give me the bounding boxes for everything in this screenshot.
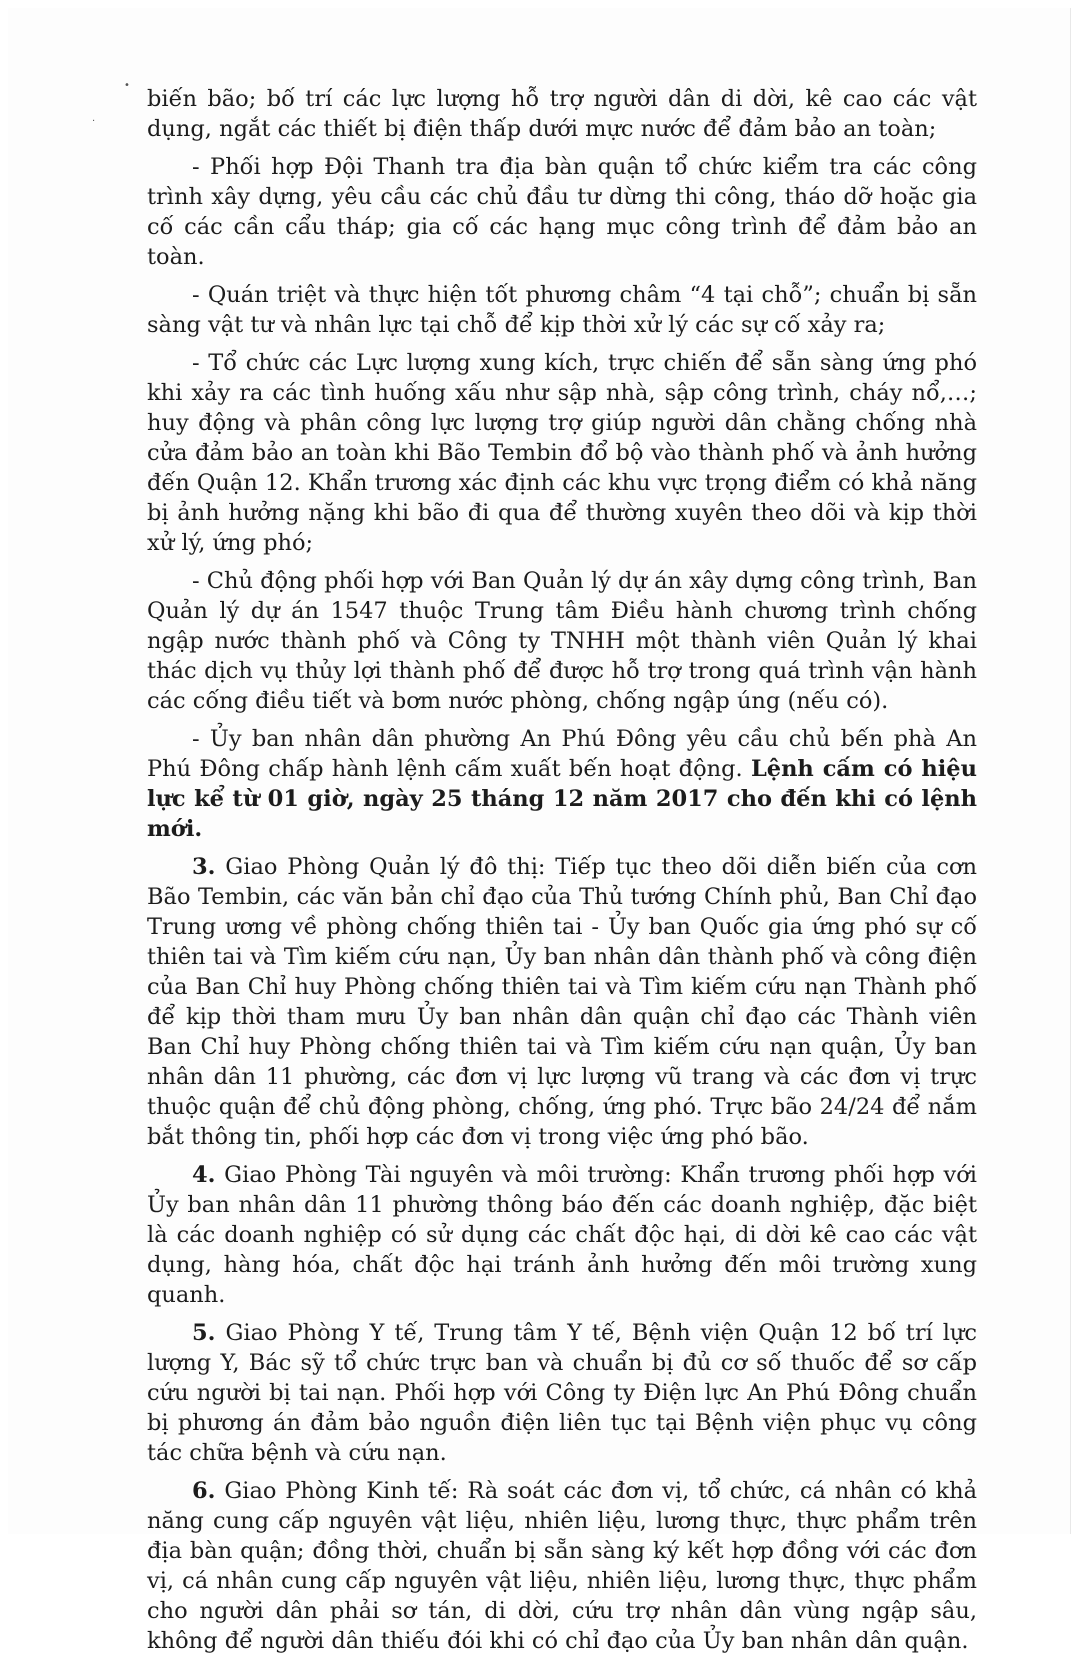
paragraph-item-5 bbox=[147, 1318, 977, 1468]
scan-speck: • bbox=[124, 80, 130, 91]
document-body bbox=[147, 84, 977, 1664]
paragraph-text: - Tổ chức các Lực lượng xung kích, trực chiến để sẵn sàng ứng phó khi xảy ra các tình huống xấu như sập nhà, sập công trình, cháy nổ,…; huy động và phân công lực lượng trợ giúp người dân chằng chống nhà cửa đảm bảo an toàn khi Bão Tembin đổ bộ vào thành phố và ảnh hưởng đến Quận 12. Khẩn trương xác định các khu vực trọng điểm có khả năng bị ảnh hưởng nặng khi bão đi qua để thường xuyên theo dõi và kịp thời xử lý, ứng phó; bbox=[147, 350, 977, 556]
paragraph-bold-notice: Lệnh cấm có hiệu lực kể từ 01 giờ, ngày 25 tháng 12 năm 2017 cho đến khi có lệnh mới. bbox=[147, 756, 977, 842]
scan-speck: · bbox=[92, 116, 96, 127]
paragraph-ferry-ban bbox=[147, 724, 977, 844]
paragraph-text: - Quán triệt và thực hiện tốt phương châm “4 tại chỗ”; chuẩn bị sẵn sàng vật tư và nhân lực tại chỗ để kịp thời xử lý các sự cố xảy ra; bbox=[147, 282, 977, 338]
item-number: 3. bbox=[192, 854, 216, 880]
paragraph-inspection bbox=[147, 152, 977, 272]
paragraph-item-6 bbox=[147, 1476, 977, 1656]
paragraph-text: - Chủ động phối hợp với Ban Quản lý dự án xây dựng công trình, Ban Quản lý dự án 1547 thuộc Trung tâm Điều hành chương trình chống ngập nước thành phố và Công ty TNHH một thành viên Quản lý khai thác dịch vụ thủy lợi thành phố để được hỗ trợ trong quá trình vận hành các cống điều tiết và bơm nước phòng, chống ngập úng (nếu có). bbox=[147, 568, 977, 714]
paragraph-text: Giao Phòng Y tế, Trung tâm Y tế, Bệnh viện Quận 12 bố trí lực lượng Y, Bác sỹ tổ chức trực ban và chuẩn bị đủ cơ số thuốc để sơ cấp cứu người bị tai nạn. Phối hợp với Công ty Điện lực An Phú Đông chuẩn bị phương án đảm bảo nguồn điện liên tục tại Bệnh viện phục vụ công tác chữa bệnh và cứu nạn. bbox=[147, 1320, 977, 1466]
paragraph-text: Giao Phòng Tài nguyên và môi trường: Khẩn trương phối hợp với Ủy ban nhân dân 11 phường thông báo đến các doanh nghiệp, đặc biệt là các doanh nghiệp có sử dụng các chất độc hại, di dời kê cao các vật dụng, hàng hóa, chất độc hại tránh ảnh hưởng đến môi trường xung quanh. bbox=[147, 1162, 977, 1308]
paragraph-strike-forces bbox=[147, 348, 977, 558]
paragraph-continuation bbox=[147, 84, 977, 144]
paragraph-text: - Ủy ban nhân dân phường An Phú Đông yêu cầu chủ bến phà An Phú Đông chấp hành lệnh cấm xuất bến hoạt động. bbox=[147, 726, 977, 782]
paragraph-text: - Phối hợp Đội Thanh tra địa bàn quận tổ chức kiểm tra các công trình xây dựng, yêu cầu các chủ đầu tư dừng thi công, tháo dỡ hoặc gia cố các cần cẩu tháp; gia cố các hạng mục công trình để đảm bảo an toàn. bbox=[147, 154, 977, 270]
paragraph-text: biến bão; bố trí các lực lượng hỗ trợ người dân di dời, kê cao các vật dụng, ngắt các thiết bị điện thấp dưới mực nước để đảm bảo an toàn; bbox=[147, 86, 977, 142]
paragraph-text: Giao Phòng Kinh tế: Rà soát các đơn vị, tổ chức, cá nhân có khả năng cung cấp nguyên vật liệu, nhiên liệu, lương thực, thực phẩm trên địa bàn quận; đồng thời, chuẩn bị sẵn sàng ký kết hợp đồng với các đơn vị, cá nhân cung cấp nguyên vật liệu, nhiên liệu, lương thực, thực phẩm cho người dân phải sơ tán, di dời, cứu trợ nhân dân vùng ngập sâu, không để người dân thiếu đói khi có chỉ đạo của Ủy ban nhân dân quận. bbox=[147, 1478, 977, 1654]
paragraph-item-3 bbox=[147, 852, 977, 1152]
paragraph-coordination bbox=[147, 566, 977, 716]
item-number: 6. bbox=[192, 1478, 216, 1504]
paragraph-four-on-site bbox=[147, 280, 977, 340]
paragraph-item-4 bbox=[147, 1160, 977, 1310]
item-number: 5. bbox=[192, 1320, 216, 1346]
item-number: 4. bbox=[192, 1162, 216, 1188]
paragraph-text: Giao Phòng Quản lý đô thị: Tiếp tục theo dõi diễn biến của cơn Bão Tembin, các văn bản chỉ đạo của Thủ tướng Chính phủ, Ban Chỉ đạo Trung ương về phòng chống thiên tai - Ủy ban Quốc gia ứng phó sự cố thiên tai và Tìm kiếm cứu nạn, Ủy ban nhân dân thành phố và công điện của Ban Chỉ huy Phòng chống thiên tai và Tìm kiếm cứu nạn Thành phố để kịp thời tham mưu Ủy ban nhân dân quận chỉ đạo các Thành viên Ban Chỉ huy Phòng chống thiên tai và Tìm kiếm cứu nạn quận, Ủy ban nhân dân 11 phường, các đơn vị lực lượng vũ trang và các đơn vị trực thuộc quận để chủ động phòng, chống, ứng phó. Trực bão 24/24 để nắm bắt thông tin, phối hợp các đơn vị trong việc ứng phó bão. bbox=[147, 854, 977, 1150]
